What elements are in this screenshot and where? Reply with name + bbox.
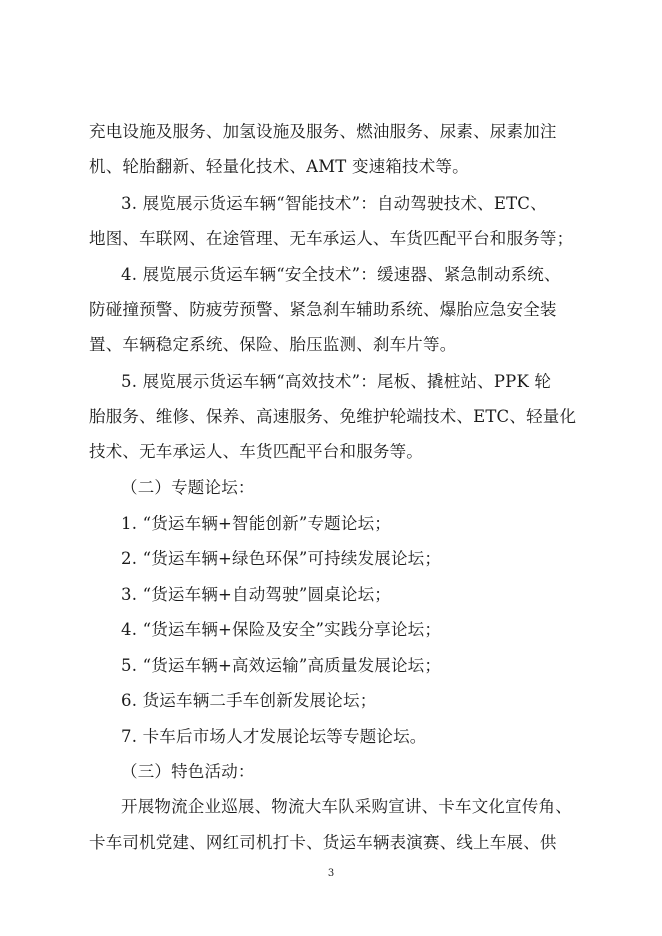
forum-item-2: 2. “货运车辆+绿色环保”可持续发展论坛； xyxy=(121,549,442,568)
text-line-2: 机、轮胎翻新、轻量化技术、AMT 变速箱技术等。 xyxy=(89,157,469,176)
section-heading-activities: （三）特色活动： xyxy=(121,762,255,781)
list-item-3-smart-tech: 3. 展览展示货运车辆“智能技术”：自动驾驶技术、ETC、 xyxy=(121,194,547,213)
forum-item-1: 1. “货运车辆+智能创新”专题论坛； xyxy=(121,514,391,533)
text-line-6: 防碰撞预警、防疲劳预警、紧急刹车辅助系统、爆胎应急安全装 xyxy=(89,300,557,319)
text-line-10: 技术、无车承运人、车货匹配平台和服务等。 xyxy=(89,442,423,461)
forum-item-7: 7. 卡车后市场人才发展论坛等专题论坛。 xyxy=(121,727,427,746)
forum-item-4: 4. “货运车辆+保险及安全”实践分享论坛； xyxy=(121,620,442,639)
forum-item-6: 6. 货运车辆二手车创新发展论坛； xyxy=(121,691,377,710)
section-heading-forums: （二）专题论坛： xyxy=(121,478,255,497)
list-item-5-efficient-tech: 5. 展览展示货运车辆“高效技术”：尾板、撬桩站、PPK 轮 xyxy=(121,372,552,391)
forum-item-5: 5. “货运车辆+高效运输”高质量发展论坛； xyxy=(121,656,442,675)
text-line-1: 充电设施及服务、加氢设施及服务、燃油服务、尿素、尿素加注 xyxy=(89,122,557,141)
text-line-20: 开展物流企业巡展、物流大车队采购宣讲、卡车文化宣传角、 xyxy=(121,797,572,816)
page-number: 3 xyxy=(327,868,335,879)
text-line-21: 卡车司机党建、网红司机打卡、货运车辆表演赛、线上车展、供 xyxy=(89,833,557,852)
text-line-4: 地图、车联网、在途管理、无车承运人、车货匹配平台和服务等； xyxy=(89,229,574,248)
forum-item-3: 3. “货运车辆+自动驾驶”圆桌论坛； xyxy=(121,585,391,604)
list-item-4-safety-tech: 4. 展览展示货运车辆“安全技术”：缓速器、紧急制动系统、 xyxy=(121,265,561,284)
text-line-9: 胎服务、维修、保养、高速服务、免维护轮端技术、ETC、轻量化 xyxy=(89,407,577,426)
text-line-7: 置、车辆稳定系统、保险、胎压监测、刹车片等。 xyxy=(89,335,457,354)
